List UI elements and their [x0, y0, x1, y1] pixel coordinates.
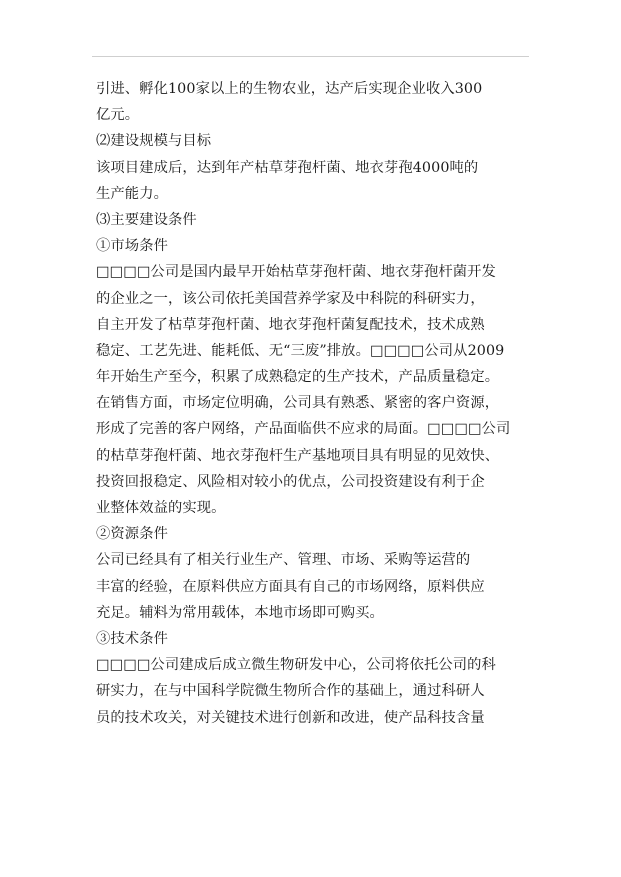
text-line: 稳定、工艺先进、能耗低、无“三废”排放。□□□□公司从2009	[96, 342, 505, 359]
text-line: 自主开发了枯草芽孢杆菌、地衣芽孢杆菌复配技术，技术成熟	[96, 316, 485, 333]
text-line: 的枯草芽孢杆菌、地衣芽孢杆生产基地项目具有明显的见效快、	[96, 447, 500, 464]
text-line: 投资回报稳定、风险相对较小的优点，公司投资建设有利于企	[96, 473, 485, 490]
text-line: 丰富的经验，在原料供应方面具有自己的市场网络，原料供应	[96, 578, 485, 595]
section-heading: ⑶主要建设条件	[96, 211, 197, 228]
subsection-heading: ①市场条件	[96, 238, 168, 255]
text-line: □□□□公司是国内最早开始枯草芽孢杆菌、地衣芽孢杆菌开发	[96, 264, 496, 281]
document-body	[96, 76, 536, 731]
text-line: 亿元。	[96, 107, 140, 124]
text-line: 形成了完善的客户网络，产品面临供不应求的局面。□□□□公司	[96, 421, 511, 438]
text-line: 业整体效益的实现。	[96, 500, 226, 516]
text-line: 该项目建成后，达到年产枯草芽孢杆菌、地衣芽孢4000吨的	[96, 159, 479, 176]
text-line: 年开始生产至今，积累了成熟稳定的生产技术，产品质量稳定。	[96, 369, 500, 386]
text-line: 员的技术攻关，对关键技术进行创新和改进，使产品科技含量	[96, 709, 485, 726]
text-line: □□□□公司建成后成立微生物研发中心，公司将依托公司的科	[96, 657, 496, 674]
text-line: 在销售方面，市场定位明确，公司具有熟悉、紧密的客户资源，	[96, 395, 500, 412]
text-line: 研实力，在与中国科学院微生物所合作的基础上，通过科研人	[96, 683, 485, 700]
section-heading: ⑵建设规模与目标	[96, 133, 212, 150]
header-rule	[92, 56, 529, 57]
text-line: 的企业之一，该公司依托美国营养学家及中科院的科研实力，	[96, 290, 485, 307]
text-line: 充足。辅料为常用载体，本地市场即可购买。	[96, 604, 384, 621]
subsection-heading: ③技术条件	[96, 630, 168, 647]
subsection-heading: ②资源条件	[96, 526, 168, 543]
text-line: 生产能力。	[96, 185, 168, 202]
text-line: 公司已经具有了相关行业生产、管理、市场、采购等运营的	[96, 552, 471, 569]
text-line: 引进、孵化100家以上的生物农业，达产后实现企业收入300	[96, 81, 483, 97]
